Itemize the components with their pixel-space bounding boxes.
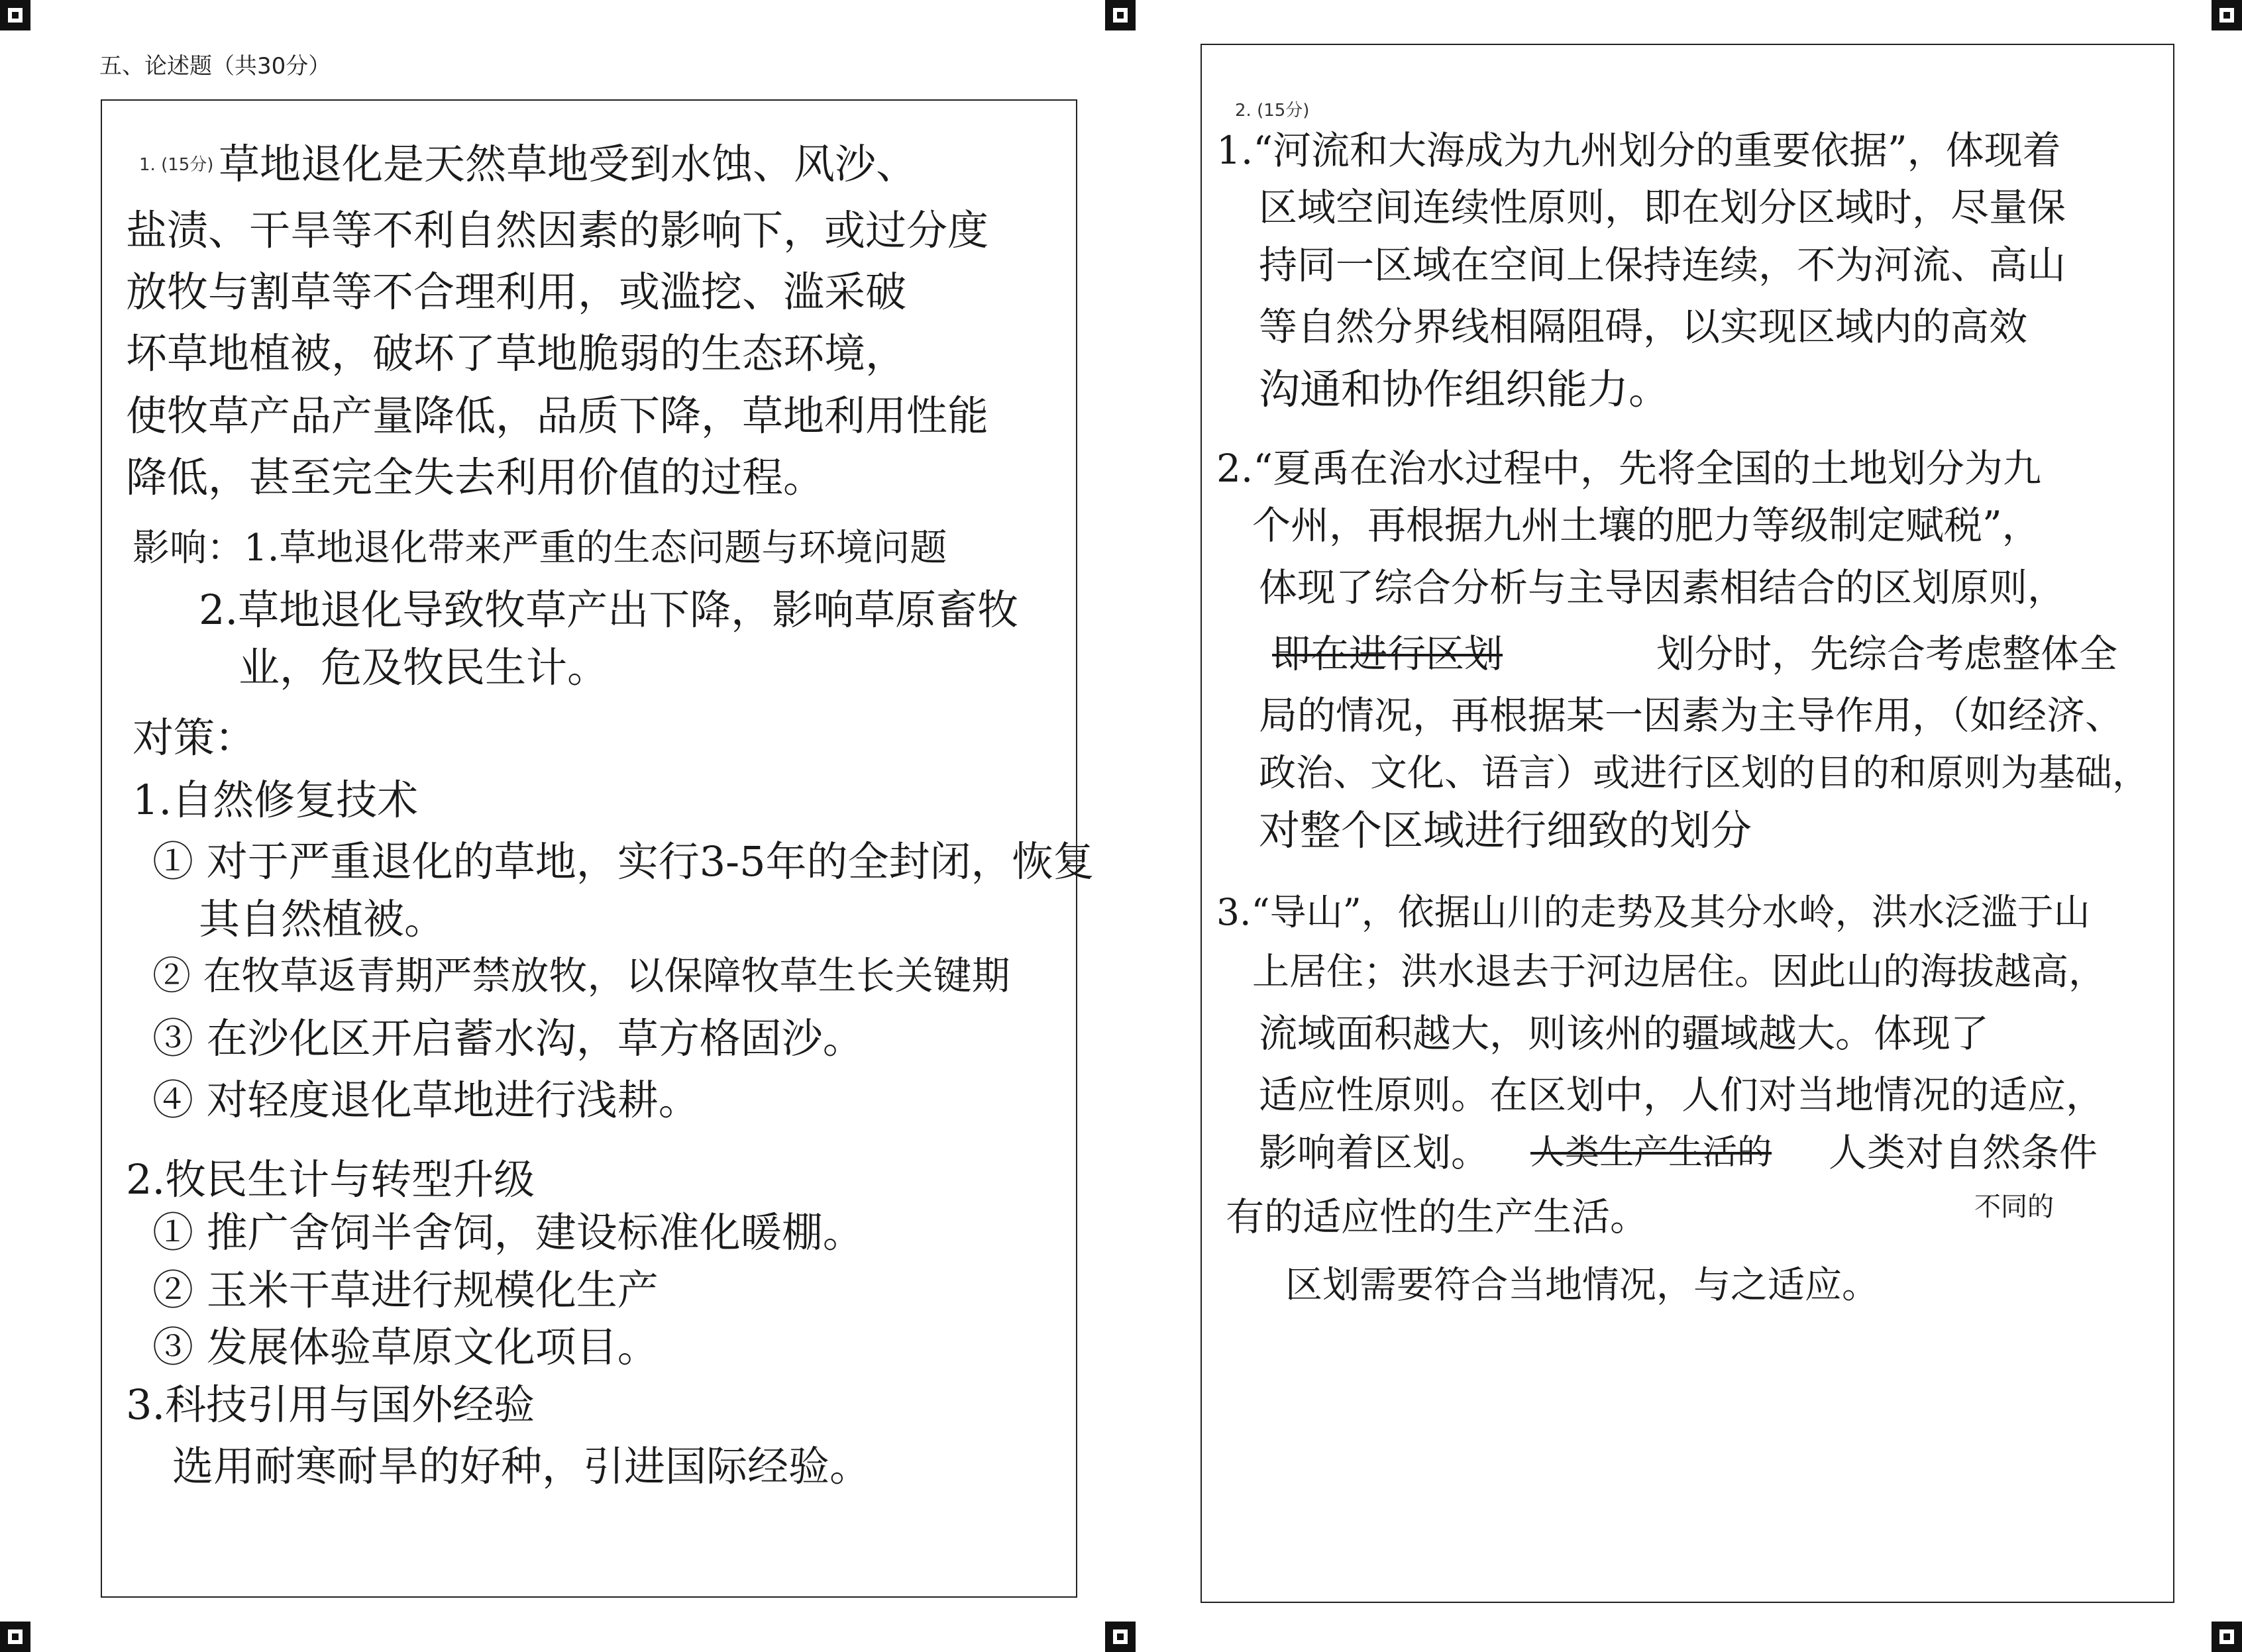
q2-line: 区划需要符合当地情况，与之适应。: [1285, 1264, 1879, 1307]
q1-line: 2.牧民生计与转型升级: [126, 1155, 535, 1204]
q1-line: 对策：: [133, 713, 256, 762]
section-title: 五、论述题（共30分）: [99, 53, 331, 79]
q2-line: 划分时，先综合考虑整体全: [1656, 631, 2118, 676]
corner-marker-bottom-left: [0, 1622, 30, 1652]
corner-marker-top-right: [2212, 0, 2242, 30]
q1-line: 降低，甚至完全失去利用价值的过程。: [126, 453, 825, 501]
q1-line: 影响：1.草地退化带来严重的生态问题与环境问题: [133, 527, 947, 570]
q1-line: ① 推广舍饲半舍饲，建设标准化暖棚。: [152, 1208, 864, 1257]
q1-line: 3.科技引用与国外经验: [126, 1380, 535, 1429]
q1-line: 选用耐寒耐旱的好种，引进国际经验。: [172, 1442, 871, 1490]
q1-line: ② 玉米干草进行规模化生产: [152, 1266, 659, 1314]
q2-line: 人类对自然条件: [1829, 1130, 2098, 1175]
q2-line: 有的适应性的生产生活。: [1226, 1194, 1649, 1239]
q1-line: 其自然植被。: [199, 895, 446, 943]
q2-line: 局的情况，再根据某一因素为主导作用，（如经济、: [1259, 693, 2124, 738]
corner-marker-top-left: [0, 0, 30, 30]
q2-line-struck: 人类生产生活的: [1530, 1133, 1772, 1172]
q2-line: 持同一区域在空间上保持连续，不为河流、高山: [1259, 242, 2066, 287]
corner-marker-bottom-center: [1105, 1622, 1136, 1652]
q1-line: ④ 对轻度退化草地进行浅耕。: [152, 1076, 700, 1124]
q2-line: 体现了综合分析与主导因素相结合的区划原则，: [1259, 565, 2066, 610]
q1-line: 使牧草产品产量降低，品质下降，草地利用性能: [126, 391, 989, 440]
corner-marker-bottom-right: [2212, 1622, 2242, 1652]
q1-line: 1.自然修复技术: [133, 776, 419, 824]
q1-line: 放牧与割草等不合理利用，或滥挖、滥采破: [126, 268, 907, 316]
question-label-q2: 2. (15分): [1235, 101, 1310, 121]
q1-line: 业，危及牧民生计。: [239, 643, 609, 692]
q1-line: ② 在牧草返青期严禁放牧，以保障牧草生长关键期: [152, 953, 1010, 998]
q1-line: 坏草地植被，破坏了草地脆弱的生态环境，: [126, 329, 907, 378]
q2-line: 上居住；洪水退去于河边居住。因此山的海拔越高，: [1252, 951, 2106, 994]
q2-line: 3.“导山”，依据山川的走势及其分水岭，洪水泛滥于山: [1216, 891, 2090, 933]
q1-line: 2.草地退化导致牧草产出下降，影响草原畜牧: [199, 586, 1019, 634]
q1-line: ① 对于严重退化的草地，实行3-5年的全封闭，恢复: [152, 837, 1094, 886]
question-label-q1: 1. (15分): [139, 155, 214, 175]
q2-line: 流域面积越大，则该州的疆域越大。体现了: [1259, 1011, 1990, 1056]
q2-margin-note: 不同的: [1974, 1192, 2054, 1222]
q2-line: 对整个区域进行细致的划分: [1259, 806, 1752, 854]
q2-line: 1.“河流和大海成为九州划分的重要依据”，体现着: [1216, 128, 2061, 173]
q1-line: ③ 在沙化区开启蓄水沟，草方格固沙。: [152, 1014, 864, 1062]
q2-line: 适应性原则。在区划中，人们对当地情况的适应，: [1259, 1072, 2105, 1117]
q2-line: 政治、文化、语言）或进行区划的目的和原则为基础，: [1259, 752, 2149, 795]
q1-line: ③ 发展体验草原文化项目。: [152, 1323, 659, 1371]
q2-line: 2.“夏禹在治水过程中，先将全国的土地划分为九: [1216, 446, 2041, 491]
q2-line: 沟通和协作组织能力。: [1259, 365, 1670, 413]
q2-line-struck: 即在进行区划: [1272, 631, 1503, 676]
q1-line: 草地退化是天然草地受到水蚀、风沙、: [219, 140, 918, 188]
q2-line: 影响着区划。: [1259, 1130, 1490, 1175]
q2-line: 区域空间连续性原则，即在划分区域时，尽量保: [1259, 185, 2066, 230]
q1-line: 盐渍、干旱等不利自然因素的影响下，或过分度: [126, 206, 989, 254]
q2-line: 等自然分界线相隔阻碍，以实现区域内的高效: [1259, 304, 2028, 349]
corner-marker-top-center: [1105, 0, 1136, 30]
q2-line: 个州，再根据九州土壤的肥力等级制定赋税”，: [1252, 503, 2041, 548]
